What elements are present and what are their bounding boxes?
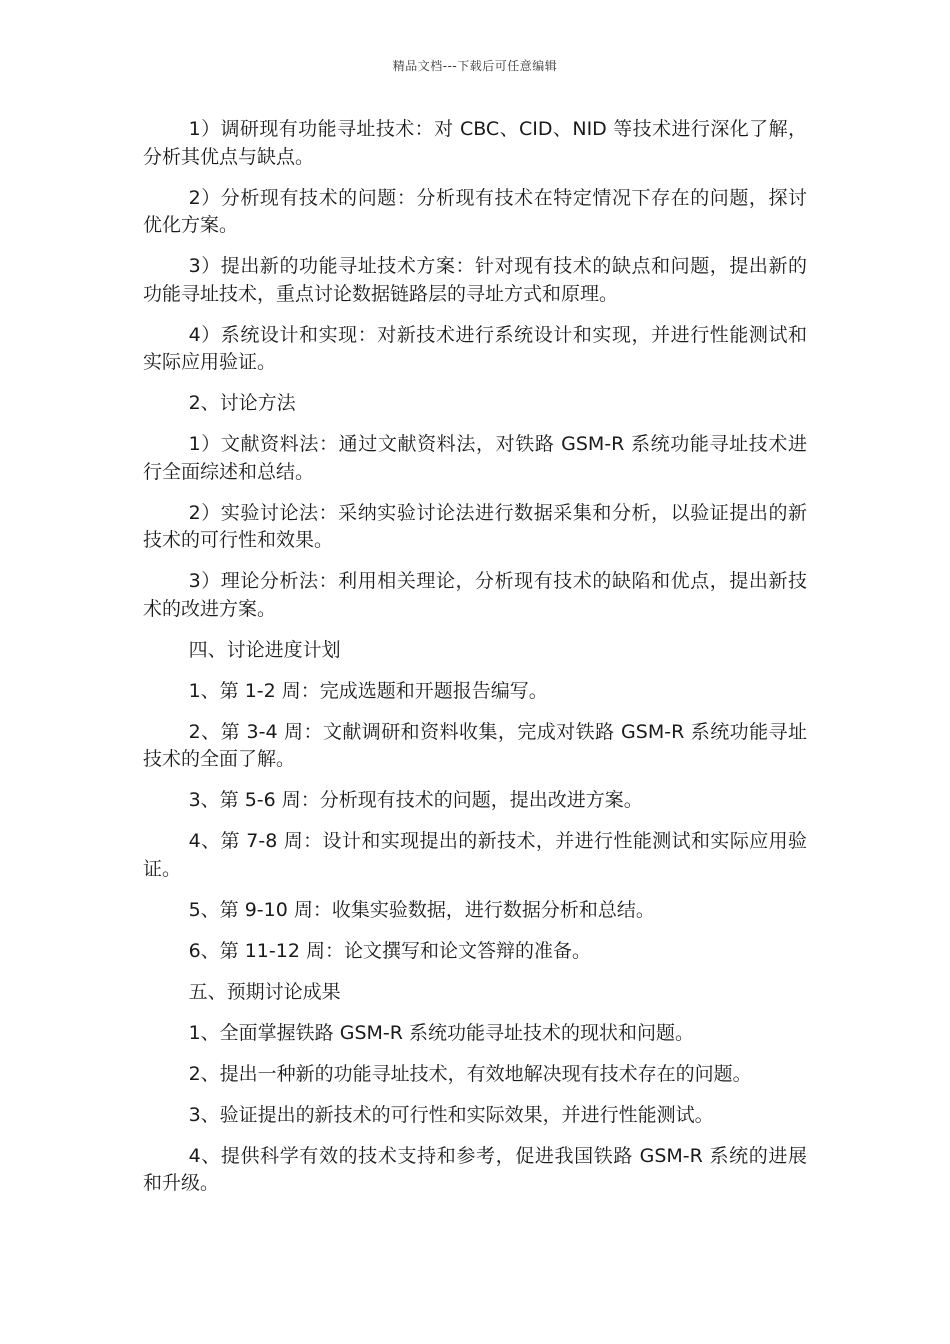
schedule-item-1: 1、第 1-2 周：完成选题和开题报告编写。 (188, 679, 548, 702)
outcome-item-1: 1、全面掌握铁路 GSM-R 系统功能寻址技术的现状和问题。 (188, 1021, 694, 1044)
page-header: 精品文档---下载后可任意编辑 (392, 59, 558, 73)
outcome-item-2: 2、提出一种新的功能寻址技术，有效地解决现有技术存在的问题。 (188, 1062, 752, 1085)
document-body (143, 116, 807, 1211)
section-heading-schedule: 四、讨论进度计划 (188, 638, 341, 661)
schedule-item-5: 5、第 9-10 周：收集实验数据，进行数据分析和总结。 (188, 898, 655, 921)
paragraph-theory-method: 3）理论分析法：利用相关理论，分析现有技术的缺陷和优点，提出新技术的改进方案。 (143, 570, 807, 620)
section-heading-outcomes: 五、预期讨论成果 (188, 980, 341, 1003)
outcome-item-3: 3、验证提出的新技术的可行性和实际效果，并进行性能测试。 (188, 1103, 714, 1126)
paragraph-research-existing: 1）调研现有功能寻址技术：对 CBC、CID、NID 等技术进行深化了解，分析其优点与缺点。 (143, 118, 807, 168)
schedule-item-6: 6、第 11-12 周：论文撰写和论文答辩的准备。 (188, 939, 591, 962)
paragraph-analyze-problems: 2）分析现有技术的问题：分析现有技术在特定情况下存在的问题，探讨优化方案。 (143, 186, 807, 236)
paragraph-literature-method: 1）文献资料法：通过文献资料法，对铁路 GSM-R 系统功能寻址技术进行全面综述和总结。 (143, 433, 807, 483)
section-heading-methods: 2、讨论方法 (188, 392, 296, 414)
outcome-item-4: 4、提供科学有效的技术支持和参考，促进我国铁路 GSM-R 系统的进展和升级。 (143, 1144, 807, 1194)
schedule-item-4: 4、第 7-8 周：设计和实现提出的新技术，并进行性能测试和实际应用验证。 (143, 830, 807, 880)
paragraph-propose-new: 3）提出新的功能寻址技术方案：针对现有技术的缺点和问题，提出新的功能寻址技术，重点讨论数据链路层的寻址方式和原理。 (143, 255, 807, 305)
schedule-item-2: 2、第 3-4 周：文献调研和资料收集，完成对铁路 GSM-R 系统功能寻址技术的全面了解。 (143, 720, 807, 770)
paragraph-system-design: 4）系统设计和实现：对新技术进行系统设计和实现，并进行性能测试和实际应用验证。 (143, 323, 807, 373)
schedule-item-3: 3、第 5-6 周：分析现有技术的问题，提出改进方案。 (188, 789, 643, 811)
paragraph-experiment-method: 2）实验讨论法：采纳实验讨论法进行数据采集和分析，以验证提出的新技术的可行性和效果。 (143, 501, 807, 551)
